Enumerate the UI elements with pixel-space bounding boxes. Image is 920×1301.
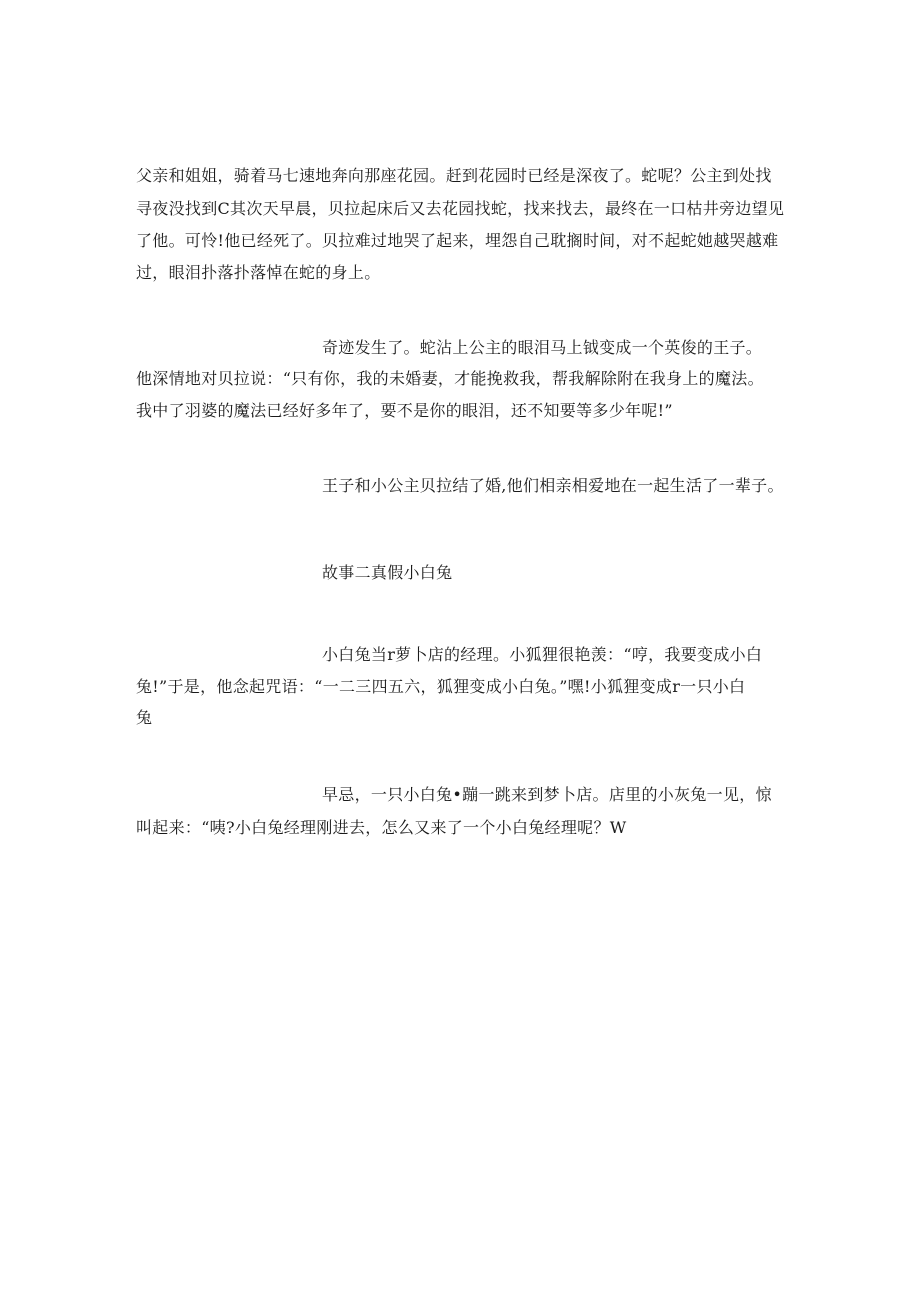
paragraph-1-line-2: 寻夜没找到C其次天早晨，贝拉起床后又去花园找蛇，找来找去，最终在一口枯井旁边望见 [136,199,785,218]
paragraph-1-line-1: 父亲和姐姐，骑着马七速地奔向那座花园。赶到花园时已经是深夜了。蛇呢？公主到处找 [136,166,772,185]
paragraph-2-line-2: 他深情地对贝拉说：“只有你，我的未婚妻，才能挽救我，帮我解除附在我身上的魔法。 [136,369,764,388]
story-heading: 故事二真假小白兔 [322,563,453,582]
paragraph-3-line-1: 王子和小公主贝拉结了婚,他们相亲相爱地在一起生活了一辈子。 [322,476,784,495]
paragraph-1-line-4: 过，眼泪扑落扑落悼在蛇的身上。 [136,263,381,282]
paragraph-4-line-3: 兔 [136,708,153,727]
paragraph-2-line-3: 我中了羽婆的魔法已经好多年了，要不是你的眼泪，还不知要等多少年呢!” [136,401,673,420]
paragraph-4-line-1: 小白兔当r萝卜店的经理。小狐狸很艳羡：“哼，我要变成小白 [322,645,763,664]
paragraph-2-line-1: 奇迹发生了。蛇沾上公主的眼泪马上钺变成一个英俊的王子。 [322,338,763,357]
paragraph-4-line-2: 兔!”于是，他念起咒语：“一二三四五六，狐狸变成小白兔。”嘿!小狐狸变成r一只小白 [136,677,746,696]
paragraph-5-line-1: 早忌，一只小白兔•蹦一跳来到梦卜店。店里的小灰兔一见，惊 [322,785,772,804]
paragraph-1-line-3: 了他。可怜!他已经死了。贝拉难过地哭了起来，埋怨自己耽搁时间，对不起蛇她越哭越难 [136,231,779,250]
paragraph-5-line-2: 叫起来：“咦?小白兔经理刚进去，怎么又来了一个小白兔经理呢？W [136,818,627,837]
